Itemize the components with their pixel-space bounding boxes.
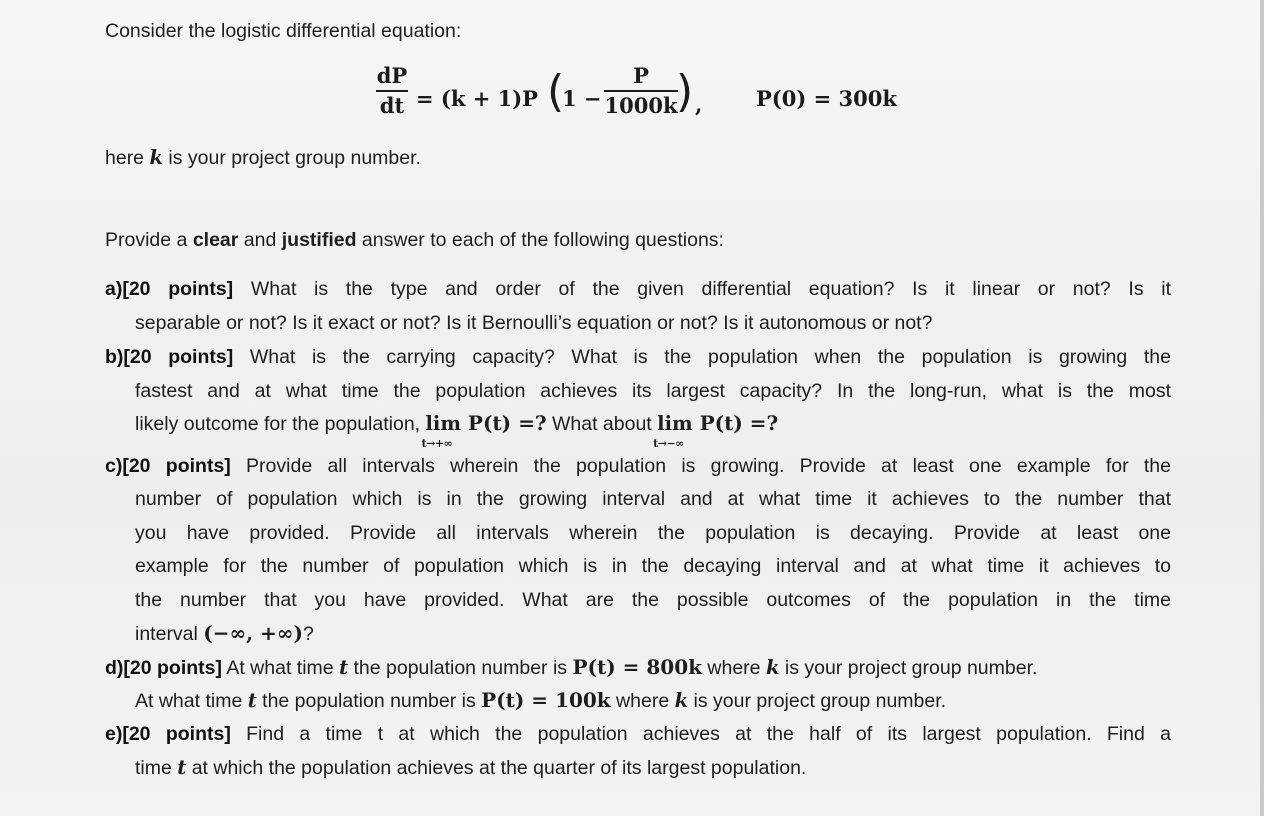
limit-minus-subscript: t→−∞ [653, 437, 684, 450]
equation-comma: , [695, 92, 703, 117]
question-b-line3: likely outcome for the population, lim t→+∞ P(t) =? What about lim t→−∞ P(t) =? [135, 411, 778, 436]
question-d-line1: d)[20 points] At what time t the population number is P(t) = 800k where k is your project group number. [105, 655, 1038, 679]
initial-condition: P(0) = 300k [756, 86, 897, 111]
derivative-denominator: dt [379, 93, 405, 118]
k-symbol: k [149, 146, 163, 169]
question-e-line1: e)[20 points] Find a time t at which the population achieves at the half of its largest population. Find a [105, 723, 1171, 745]
question-c-line6: interval (−∞, +∞)? [135, 621, 314, 645]
intro-text: Consider the logistic differential equation: [105, 20, 462, 42]
clear-emphasis: clear [192, 229, 239, 251]
question-b-label: b)[20 points] [105, 346, 234, 368]
question-a-line1: a)[20 points] What is the type and order of the given differential equation? Is it linear or not? Is it [105, 278, 1171, 300]
inner-denominator: 1000k [604, 93, 678, 118]
question-a-label: a)[20 points] [105, 278, 234, 300]
question-d-line2: At what time t the population number is P(t) = 100k where k is your project group number. [135, 688, 947, 712]
justified-emphasis: justified [281, 229, 357, 251]
page-edge [1260, 0, 1264, 816]
question-d-label: d)[20 points] [105, 657, 222, 679]
inner-numerator: P [633, 63, 649, 88]
population-100k: P(t) = 100k [481, 688, 611, 712]
limit-plus-infinity: lim t→+∞ [426, 412, 461, 436]
question-c-line3: you have provided. Provide all intervals wherein the population is decaying. Provide at least one [135, 522, 1171, 544]
group-note: here k is your project group number. [105, 146, 421, 169]
question-c-label: c)[20 points] [105, 455, 231, 477]
question-e-line2: time t at which the population achieves at the quarter of its largest population. [135, 756, 807, 779]
question-b-line1: b)[20 points] What is the carrying capacity? What is the population when the population is growing the [105, 346, 1171, 368]
limit-minus-infinity: lim t→−∞ [657, 412, 692, 436]
question-c-line2: number of population which is in the growing interval and at what time it achieves to the number that [135, 488, 1171, 510]
equation-rhs: = (k + 1)P [416, 86, 538, 111]
left-paren: ( [547, 66, 565, 117]
question-c-line5: the number that you have provided. What are the possible outcomes of the population in the time [135, 589, 1171, 611]
equation-one-minus: 1 − [562, 86, 602, 111]
question-c-line4: example for the number of population which is in the decaying interval and at what time it achieves to [135, 555, 1171, 577]
population-800k: P(t) = 800k [572, 655, 702, 679]
right-paren: ) [676, 66, 694, 117]
instructions: Provide a clear and justified answer to each of the following questions: [105, 229, 724, 251]
question-c-line1: c)[20 points] Provide all intervals wherein the population is growing. Provide at least one example for the [105, 455, 1171, 477]
limit-plus-subscript: t→+∞ [421, 437, 453, 450]
question-a-line2: separable or not? Is it exact or not? Is it Bernoulli’s equation or not? Is it autonomous or not? [135, 312, 933, 334]
inner-fraction [604, 64, 678, 118]
question-e-label: e)[20 points] [105, 723, 231, 745]
question-b-line2: fastest and at what time the population achieves its largest capacity? In the long-run, what is the most [135, 380, 1171, 402]
derivative-fraction [376, 64, 408, 118]
derivative-numerator: dP [376, 63, 408, 88]
time-interval: (−∞, +∞) [203, 621, 303, 645]
